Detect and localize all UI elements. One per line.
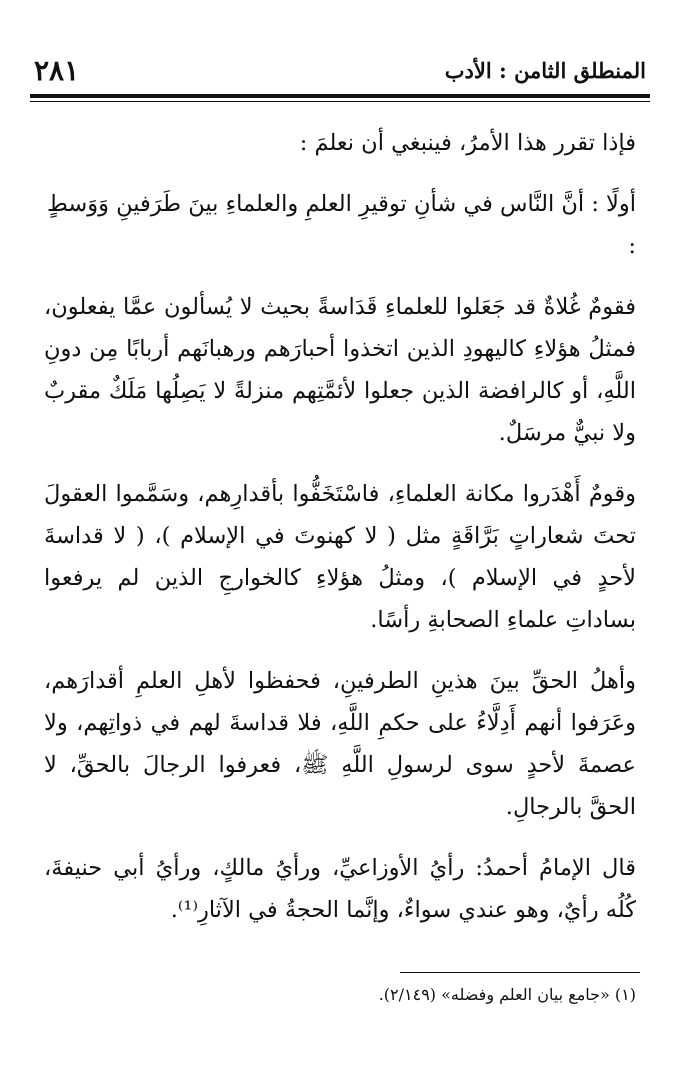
paragraph: وقومٌ أَهْدَروا مكانة العلماءِ، فاسْتَخَفُّوا بأقدارِهم، وسَمَّموا العقولَ تحتَ شعاراتٍ بَرَّاقَةٍ مثل ( لا كهنوتَ في الإسلام )، ( لا قداسةَ لأحدٍ في الإسلام )، ومثلُ هؤلاءِ كالخوارجِ الذين لم يرفعوا بساداتِ علماءِ الصحابةِ رأسًا. xyxy=(44,481,636,633)
main-text xyxy=(44,122,636,950)
footnote-separator xyxy=(400,972,640,973)
chapter-title: المنطلق الثامن : الأدب xyxy=(444,58,646,83)
paragraph: قال الإمامُ أحمدُ: رأيُ الأوزاعيِّ، ورأيُ مالكٍ، ورأيُ أبي حنيفةَ، كُلُه رأيٌ، وهو عندي سواءٌ، وإنَّما الحجةُ في الآثارِ⁽¹⁾. xyxy=(44,855,636,923)
header-rule-thick xyxy=(30,94,650,98)
paragraph: وأهلُ الحقِّ بينَ هذينِ الطرفينِ، فحفظوا لأهلِ العلمِ أقدارَهم، وعَرَفوا أنهم أَدِلَّاءُ على حكمِ اللَّهِ، فلا قداسةَ لهم في ذواتِهم، ولا عصمةَ لأحدٍ سوى لرسولِ اللَّهِ ﷺ، فعرفوا الرجالَ بالحقِّ، لا الحقَّ بالرجالِ. xyxy=(44,668,636,820)
running-header xyxy=(30,56,650,92)
page-number: ٢٨١ xyxy=(34,54,80,87)
paragraph: فقومٌ غُلاةٌ قد جَعَلوا للعلماءِ قَدَاسةً بحيث لا يُسألون عمَّا يفعلون، فمثلُ هؤلاءِ كاليهودِ الذين اتخذوا أحبارَهم ورهبانَهم أربابًا مِن دونِ اللَّهِ، أو كالرافضة الذين جعلوا لأئمَّتِهم منزلةً لا يَصِلُها مَلَكٌ مقربٌ ولا نبيٌّ مرسَلٌ. xyxy=(44,294,636,446)
footnote: (١) «جامع بيان العلم وفضله» (٢/١٤٩). xyxy=(378,985,636,1004)
paragraph: أولًا : أنَّ النَّاس في شأنِ توقيرِ العلمِ والعلماءِ بينَ طَرَفينِ وَوَسطٍ : xyxy=(47,191,636,259)
header-rule-thin xyxy=(30,101,650,102)
paragraph: فإذا تقرر هذا الأمرُ، فينبغي أن نعلمَ : xyxy=(299,130,636,156)
